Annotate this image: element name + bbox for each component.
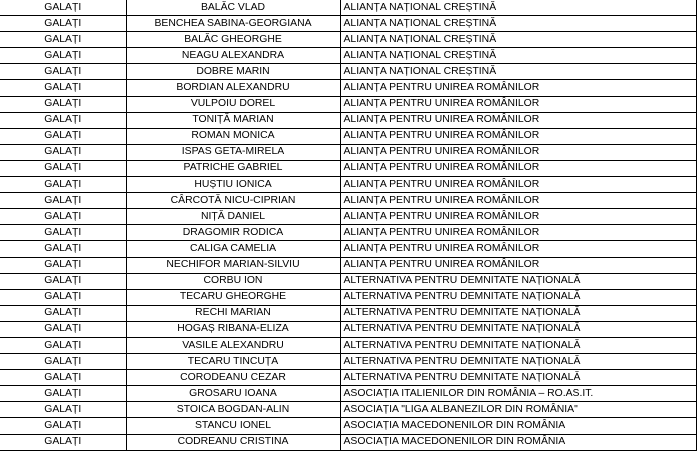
county-cell: GALAȚI [0, 193, 126, 209]
candidate-name-cell: NECHIFOR MARIAN-SILVIU [126, 257, 340, 273]
party-cell: ALTERNATIVA PENTRU DEMNITATE NAȚIONALĂ [340, 305, 696, 321]
table-row [0, 305, 696, 321]
candidate-name-cell: BENCHEA SABINA-GEORGIANA [126, 16, 340, 32]
party-cell: ALIANȚA PENTRU UNIREA ROMÂNILOR [340, 241, 696, 257]
table-row [0, 337, 696, 353]
table-row [0, 289, 696, 305]
table-row [0, 160, 696, 176]
candidate-name-cell: CALIGA CAMELIA [126, 241, 340, 257]
candidate-name-cell: TECARU GHEORGHE [126, 289, 340, 305]
table-row [0, 144, 696, 160]
county-cell: GALAȚI [0, 354, 126, 370]
county-cell: GALAȚI [0, 80, 126, 96]
party-cell: ASOCIAȚIA "LIGA ALBANEZILOR DIN ROMÂNIA" [340, 402, 696, 418]
table-row [0, 225, 696, 241]
county-cell: GALAȚI [0, 225, 126, 241]
candidate-name-cell: CODREANU CRISTINA [126, 434, 340, 450]
county-cell: GALAȚI [0, 32, 126, 48]
party-cell: ASOCIAȚIA MACEDONENILOR DIN ROMÂNIA [340, 434, 696, 450]
county-cell: GALAȚI [0, 337, 126, 353]
county-cell: GALAȚI [0, 177, 126, 193]
party-cell: ALTERNATIVA PENTRU DEMNITATE NAȚIONALĂ [340, 289, 696, 305]
candidate-name-cell: VASILE ALEXANDRU [126, 337, 340, 353]
county-cell: GALAȚI [0, 434, 126, 450]
candidate-name-cell: CÂRCOTĂ NICU-CIPRIAN [126, 193, 340, 209]
party-cell: ALIANȚA PENTRU UNIREA ROMÂNILOR [340, 225, 696, 241]
table-row [0, 128, 696, 144]
county-cell: GALAȚI [0, 321, 126, 337]
county-cell: GALAȚI [0, 418, 126, 434]
table-row [0, 321, 696, 337]
party-cell: ASOCIAȚIA ITALIENILOR DIN ROMÂNIA – RO.AS.IT. [340, 386, 696, 402]
candidate-name-cell: RECHI MARIAN [126, 305, 340, 321]
table-row [0, 177, 696, 193]
party-cell: ALTERNATIVA PENTRU DEMNITATE NAȚIONALĂ [340, 337, 696, 353]
table-row [0, 257, 696, 273]
county-cell: GALAȚI [0, 96, 126, 112]
county-cell: GALAȚI [0, 257, 126, 273]
county-cell: GALAȚI [0, 64, 126, 80]
table-row [0, 273, 696, 289]
table-row [0, 241, 696, 257]
candidate-name-cell: GROSARU IOANA [126, 386, 340, 402]
candidate-name-cell: ROMAN MONICA [126, 128, 340, 144]
party-cell: ALIANȚA PENTRU UNIREA ROMÂNILOR [340, 144, 696, 160]
candidate-name-cell: TONIȚĂ MARIAN [126, 112, 340, 128]
table-row [0, 434, 696, 450]
candidate-name-cell: DOBRE MARIN [126, 64, 340, 80]
table-row [0, 48, 696, 64]
party-cell: ALIANȚA PENTRU UNIREA ROMÂNILOR [340, 177, 696, 193]
table-row [0, 80, 696, 96]
county-cell: GALAȚI [0, 48, 126, 64]
county-cell: GALAȚI [0, 160, 126, 176]
candidate-name-cell: NEAGU ALEXANDRA [126, 48, 340, 64]
candidate-name-cell: DRAGOMIR RODICA [126, 225, 340, 241]
candidate-name-cell: HOGAȘ RIBANA-ELIZA [126, 321, 340, 337]
table-row [0, 96, 696, 112]
table-row [0, 418, 696, 434]
table-row [0, 386, 696, 402]
party-cell: ALIANȚA PENTRU UNIREA ROMÂNILOR [340, 209, 696, 225]
party-cell: ALTERNATIVA PENTRU DEMNITATE NAȚIONALĂ [340, 354, 696, 370]
table-row [0, 32, 696, 48]
party-cell: ALIANȚA PENTRU UNIREA ROMÂNILOR [340, 80, 696, 96]
county-cell: GALAȚI [0, 16, 126, 32]
candidate-name-cell: BALĂC VLAD [126, 0, 340, 16]
candidate-name-cell: VULPOIU DOREL [126, 96, 340, 112]
party-cell: ALIANȚA NAȚIONAL CREȘTINĂ [340, 64, 696, 80]
candidate-name-cell: BALĂC GHEORGHE [126, 32, 340, 48]
party-cell: ALIANȚA NAȚIONAL CREȘTINĂ [340, 16, 696, 32]
table-row [0, 402, 696, 418]
party-cell: ALIANȚA NAȚIONAL CREȘTINĂ [340, 48, 696, 64]
party-cell: ALIANȚA PENTRU UNIREA ROMÂNILOR [340, 257, 696, 273]
table-row [0, 16, 696, 32]
party-cell: ALIANȚA PENTRU UNIREA ROMÂNILOR [340, 112, 696, 128]
party-cell: ALTERNATIVA PENTRU DEMNITATE NAȚIONALĂ [340, 273, 696, 289]
county-cell: GALAȚI [0, 370, 126, 386]
candidate-name-cell: NIȚĂ DANIEL [126, 209, 340, 225]
candidate-name-cell: CORBU ION [126, 273, 340, 289]
table-row [0, 0, 696, 16]
table-row [0, 370, 696, 386]
county-cell: GALAȚI [0, 128, 126, 144]
candidate-name-cell: TECARU TINCUȚA [126, 354, 340, 370]
county-cell: GALAȚI [0, 273, 126, 289]
county-cell: GALAȚI [0, 402, 126, 418]
party-cell: ALIANȚA NAȚIONAL CREȘTINĂ [340, 32, 696, 48]
table-row [0, 354, 696, 370]
candidate-name-cell: BORDIAN ALEXANDRU [126, 80, 340, 96]
county-cell: GALAȚI [0, 305, 126, 321]
party-cell: ALIANȚA PENTRU UNIREA ROMÂNILOR [340, 160, 696, 176]
county-cell: GALAȚI [0, 241, 126, 257]
table-row [0, 112, 696, 128]
party-cell: ALIANȚA PENTRU UNIREA ROMÂNILOR [340, 193, 696, 209]
county-cell: GALAȚI [0, 144, 126, 160]
county-cell: GALAȚI [0, 112, 126, 128]
county-cell: GALAȚI [0, 289, 126, 305]
county-cell: GALAȚI [0, 0, 126, 16]
party-cell: ALIANȚA NAȚIONAL CREȘTINĂ [340, 0, 696, 16]
party-cell: ALIANȚA PENTRU UNIREA ROMÂNILOR [340, 128, 696, 144]
candidate-name-cell: PATRICHE GABRIEL [126, 160, 340, 176]
candidate-name-cell: STANCU IONEL [126, 418, 340, 434]
candidate-name-cell: STOICA BOGDAN-ALIN [126, 402, 340, 418]
party-cell: ASOCIAȚIA MACEDONENILOR DIN ROMÂNIA [340, 418, 696, 434]
party-cell: ALTERNATIVA PENTRU DEMNITATE NAȚIONALĂ [340, 321, 696, 337]
table-row [0, 193, 696, 209]
county-cell: GALAȚI [0, 386, 126, 402]
county-cell: GALAȚI [0, 209, 126, 225]
party-cell: ALTERNATIVA PENTRU DEMNITATE NAȚIONALĂ [340, 370, 696, 386]
candidate-name-cell: HUȘTIU IONICA [126, 177, 340, 193]
table-row [0, 64, 696, 80]
candidate-name-cell: CORODEANU CEZAR [126, 370, 340, 386]
table-row [0, 209, 696, 225]
party-cell: ALIANȚA PENTRU UNIREA ROMÂNILOR [340, 96, 696, 112]
candidate-name-cell: ISPAS GETA-MIRELA [126, 144, 340, 160]
